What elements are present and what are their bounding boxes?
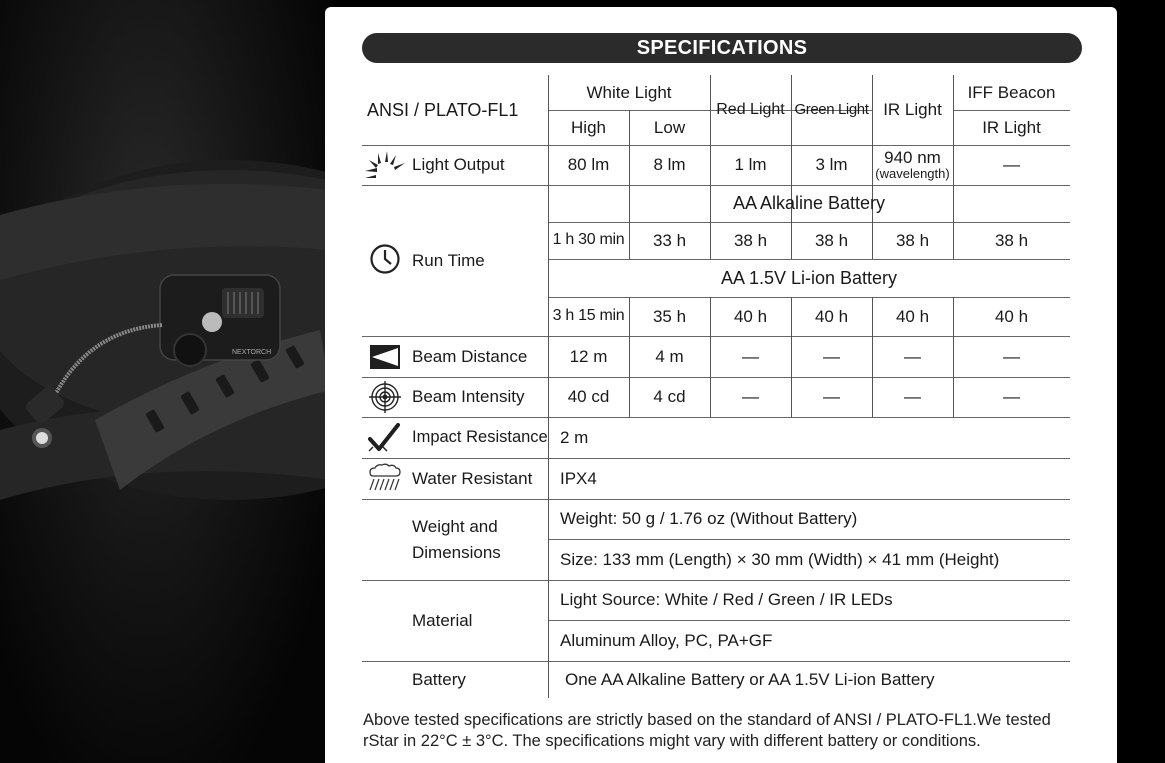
iff-beacon-header: IFF Beacon <box>967 82 1056 102</box>
spec-title: SPECIFICATIONS <box>362 33 1082 63</box>
water-resistant-label: Water Resistant <box>412 468 533 488</box>
material-label: Material <box>412 610 473 630</box>
beam-intensity-high: 40 cd <box>567 387 610 407</box>
standard-label: ANSI / PLATO-FL1 <box>367 99 519 120</box>
ir-wavelength-value: 940 nm <box>884 147 941 167</box>
impact-resistance-label: Impact Resistance <box>412 428 548 446</box>
beam-intensity-green: — <box>823 387 840 407</box>
beam-distance-icon <box>370 345 400 369</box>
light-output-high: 80 lm <box>567 155 610 175</box>
size-value: Size: 133 mm (Length) × 30 mm (Width) × 41 mm (Height) <box>560 549 1000 569</box>
run-time-alkaline-low: 33 h <box>652 230 687 250</box>
run-time-liion-low: 35 h <box>652 306 687 326</box>
impact-resistance-value: 2 m <box>560 427 589 447</box>
run-time-liion-iff: 40 h <box>994 306 1029 326</box>
run-time-alkaline-ir: 38 h <box>895 230 930 250</box>
light-source-value: Light Source: White / Red / Green / IR LEDs <box>560 590 893 610</box>
beam-distance-low: 4 m <box>655 346 684 366</box>
light-output-iff: — <box>1003 155 1020 175</box>
footnote <box>363 710 1083 752</box>
water-resistant-value: IPX4 <box>560 468 597 488</box>
weight-dimensions-label-line1: Weight and <box>412 516 498 536</box>
beam-intensity-iff: — <box>1003 387 1020 407</box>
alkaline-battery-header: AA Alkaline Battery <box>732 193 886 214</box>
green-light-header: Green Light <box>794 101 869 119</box>
low-header: Low <box>653 117 686 137</box>
beam-distance-red: — <box>742 346 759 366</box>
rain-icon <box>367 463 403 493</box>
svg-text:NEXTORCH: NEXTORCH <box>232 349 272 356</box>
footnote-line-1: Above tested specifications are strictly based on the standard of ANSI / PLATO-FL1.We tested <box>363 711 1051 729</box>
run-time-liion-red: 40 h <box>733 306 768 326</box>
footnote-line-2: rStar in 22°C ± 3°C. The specifications might vary with different battery or conditions. <box>363 732 981 750</box>
high-header: High <box>571 117 606 137</box>
target-icon <box>369 381 401 413</box>
light-output-red: 1 lm <box>734 155 767 175</box>
beam-intensity-label: Beam Intensity <box>412 387 525 406</box>
spec-card <box>325 7 1117 763</box>
helmet-flashlight-image <box>0 0 330 763</box>
weight-value: Weight: 50 g / 1.76 oz (Without Battery) <box>560 509 858 529</box>
run-time-alkaline-high: 1 h 30 min <box>552 231 625 249</box>
beam-intensity-red: — <box>742 387 759 407</box>
product-photo <box>0 0 330 763</box>
run-time-liion-high: 3 h 15 min <box>552 307 625 325</box>
light-output-green: 3 lm <box>815 155 848 175</box>
battery-value: One AA Alkaline Battery or AA 1.5V Li-ion Battery <box>565 670 935 690</box>
body-material-value: Aluminum Alloy, PC, PA+GF <box>560 630 773 650</box>
battery-label: Battery <box>412 670 466 689</box>
liion-battery-header: AA 1.5V Li-ion Battery <box>720 267 898 288</box>
ir-light-header: IR Light <box>883 100 942 120</box>
white-light-header: White Light <box>586 82 672 102</box>
run-time-alkaline-iff: 38 h <box>994 230 1029 250</box>
beam-distance-green: — <box>823 346 840 366</box>
beam-intensity-low: 4 cd <box>653 387 686 407</box>
run-time-liion-green: 40 h <box>814 306 849 326</box>
beam-intensity-ir: — <box>904 387 921 407</box>
beam-distance-label: Beam Distance <box>412 346 528 366</box>
weight-dimensions-label <box>412 499 501 580</box>
beam-distance-iff: — <box>1003 346 1020 366</box>
weight-dimensions-label-line2: Dimensions <box>412 542 501 562</box>
light-burst-icon <box>363 151 407 181</box>
impact-icon <box>367 423 401 453</box>
iff-ir-light-header: IR Light <box>982 117 1041 137</box>
light-output-label: Light Output <box>412 155 505 174</box>
light-output-ir <box>872 145 953 185</box>
clock-icon <box>369 243 401 275</box>
light-output-low: 8 lm <box>653 155 686 175</box>
run-time-liion-ir: 40 h <box>895 306 930 326</box>
run-time-alkaline-green: 38 h <box>814 230 849 250</box>
beam-distance-high: 12 m <box>569 346 608 366</box>
run-time-label: Run Time <box>412 250 485 270</box>
run-time-alkaline-red: 38 h <box>733 230 768 250</box>
red-light-header: Red Light <box>716 100 785 118</box>
beam-distance-ir: — <box>904 346 921 366</box>
ir-wavelength-note: (wavelength) <box>875 166 950 182</box>
